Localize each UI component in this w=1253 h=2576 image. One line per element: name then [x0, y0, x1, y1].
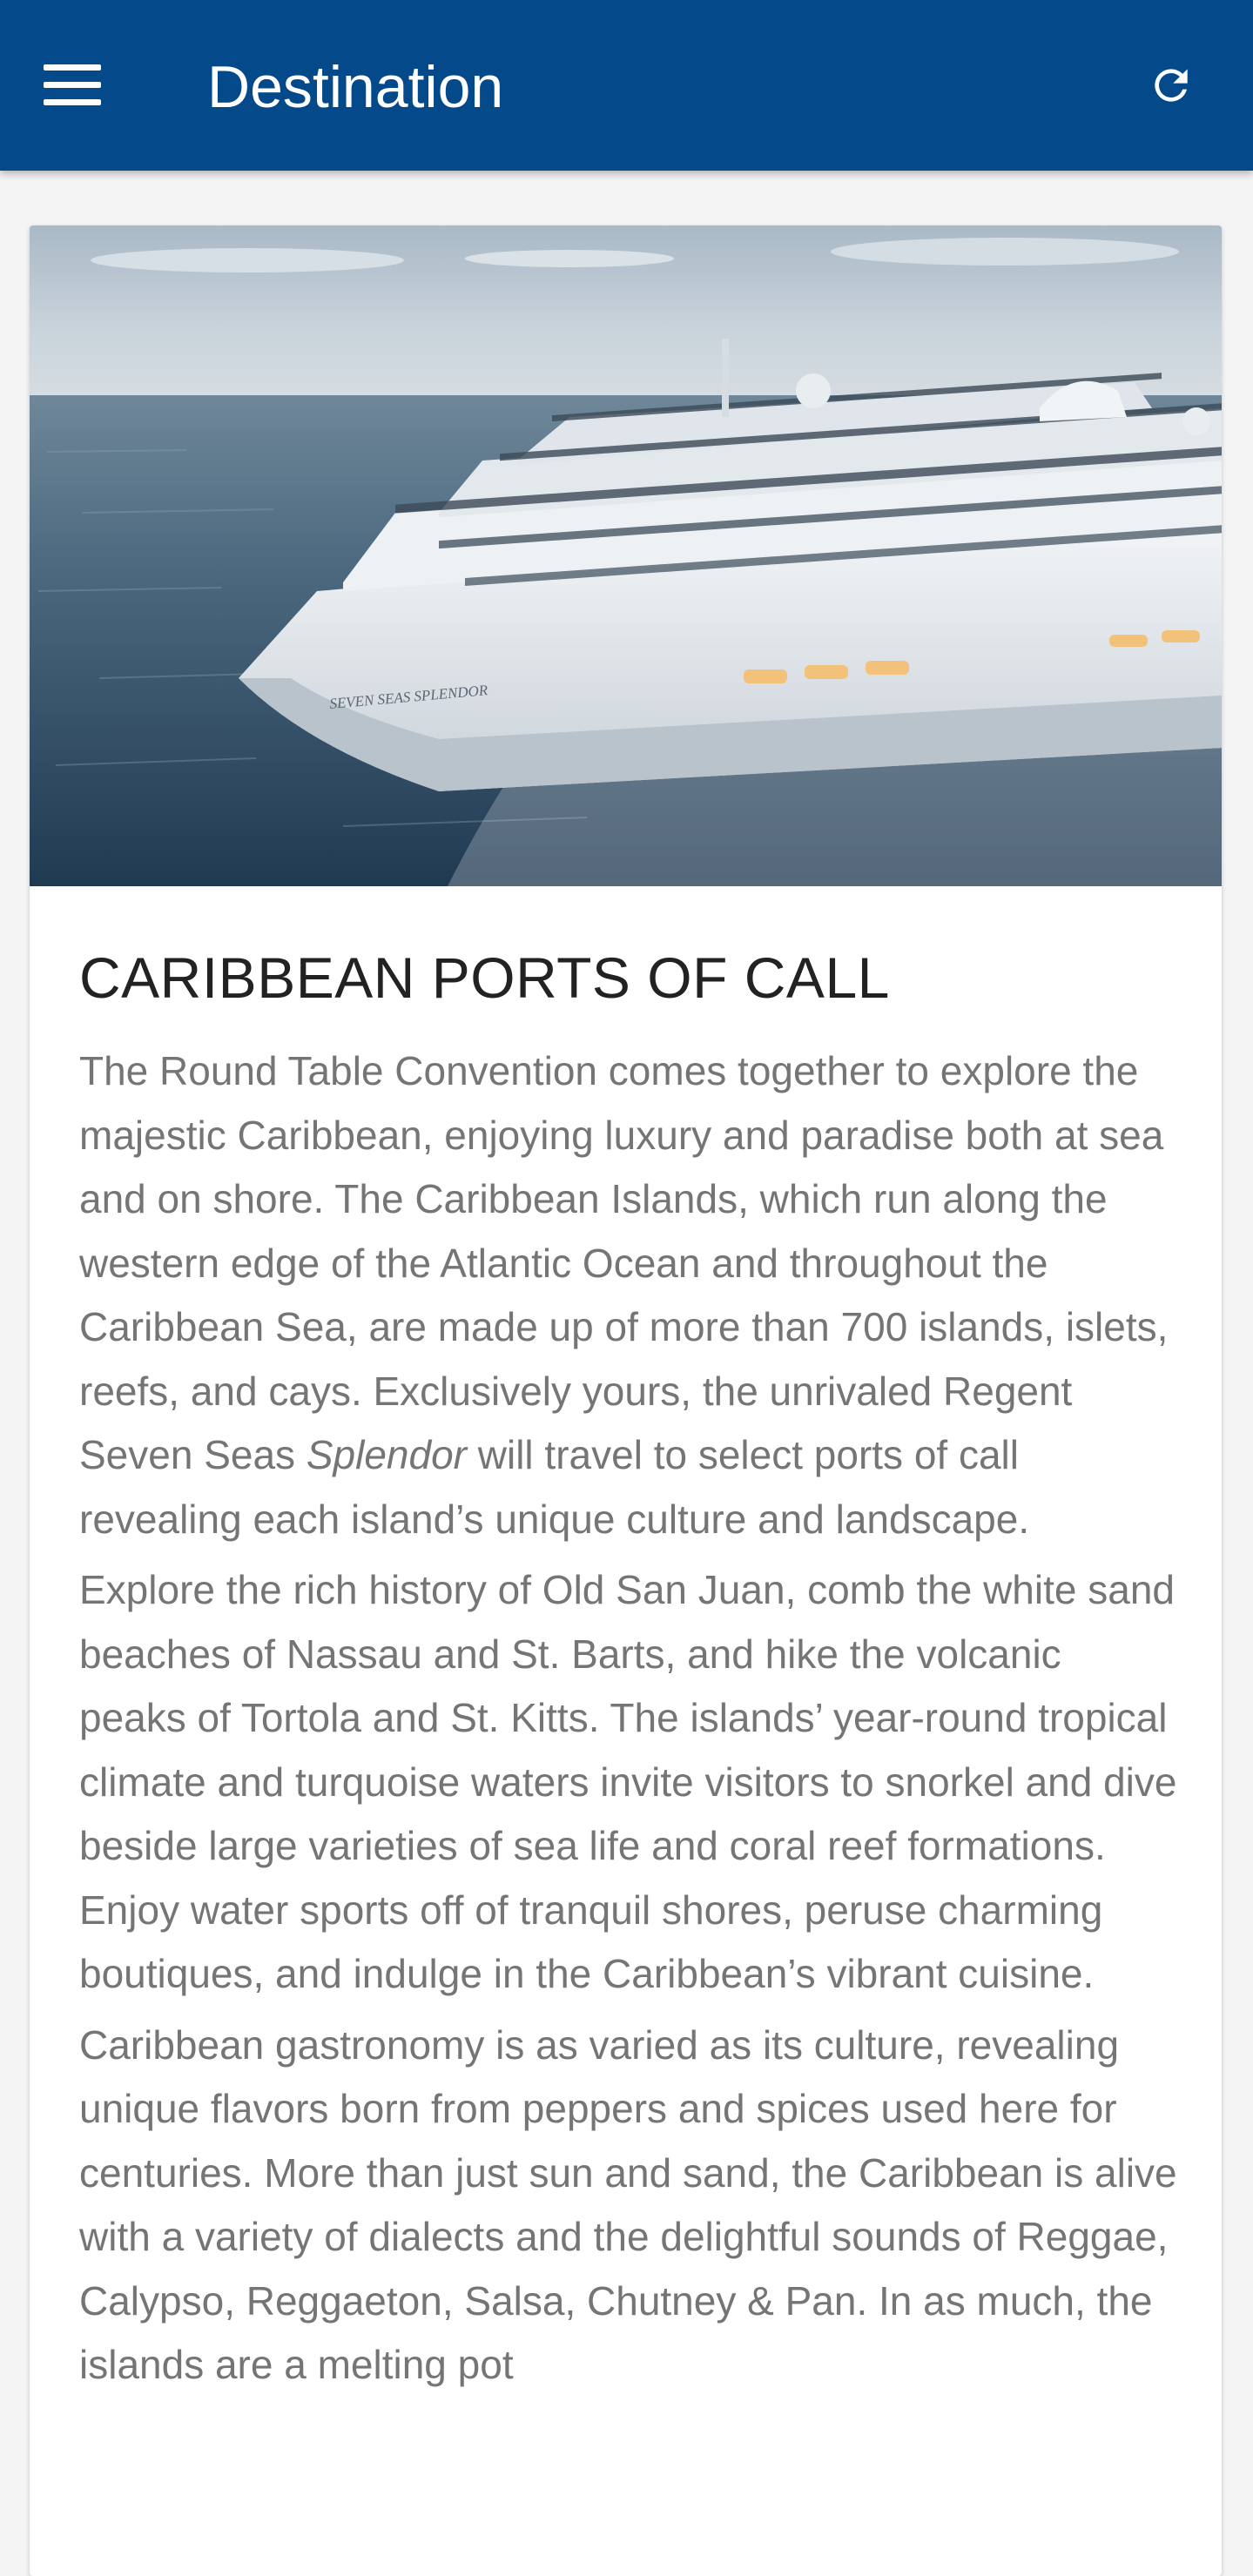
- ship-name-emphasis: Splendor: [306, 1432, 467, 1477]
- paragraph-gastronomy: Caribbean gastronomy is as varied as its culture, revealing unique flavors born from peppers and spices used here for centuries. More than just sun and sand, the Caribbean is alive with a variety of dialects and the delightful sounds of Reggae, Calypso, Reggaeton, Salsa, Chutney & Pan. In as much, the islands are a melting pot: [79, 2021, 1177, 2387]
- ship-hull-text: SEVEN SEAS SPLENDOR: [328, 682, 488, 712]
- card-body: [30, 886, 1222, 2398]
- card-title: CARIBBEAN PORTS OF CALL: [79, 945, 890, 1010]
- refresh-button[interactable]: [1132, 50, 1210, 120]
- hero-image: [30, 225, 1222, 886]
- paragraph-intro: [79, 1039, 1178, 1551]
- page-title: Destination: [207, 54, 504, 120]
- cruise-ship-image: [30, 225, 1222, 886]
- paragraph-intro-text-end: will travel to select ports of call revealing each island’s unique culture and landscape.: [79, 1432, 1030, 1542]
- paragraph-explore: Explore the rich history of Old San Juan, comb the white sand beaches of Nassau and St. Barts, and hike the volcanic peaks of Tortola and St. Kitts. The islands’ year-round tropical climate and turquoise waters invite visitors to snorkel and dive beside large varieties of sea life and coral reef formations. Enjoy water sports off of tranquil shores, peruse charming boutiques, and indulge in the Caribbean’s vibrant cuisine.: [79, 1567, 1177, 1996]
- hamburger-menu-icon: [44, 64, 101, 106]
- menu-button[interactable]: [33, 50, 111, 120]
- destination-card: [30, 225, 1222, 2576]
- app-bar: [0, 0, 1253, 171]
- refresh-icon: [1147, 61, 1196, 110]
- paragraph-intro-text: The Round Table Convention comes together to explore the majestic Caribbean, enjoying luxury and paradise both at sea and on shore. The Caribbean Islands, which run along the western edge of the Atlantic Ocean and throughout the Caribbean Sea, are made up of more than 700 islands, islets, reefs, and cays. Exclusively yours, the unrivaled Regent Seven Seas: [79, 1048, 1169, 1477]
